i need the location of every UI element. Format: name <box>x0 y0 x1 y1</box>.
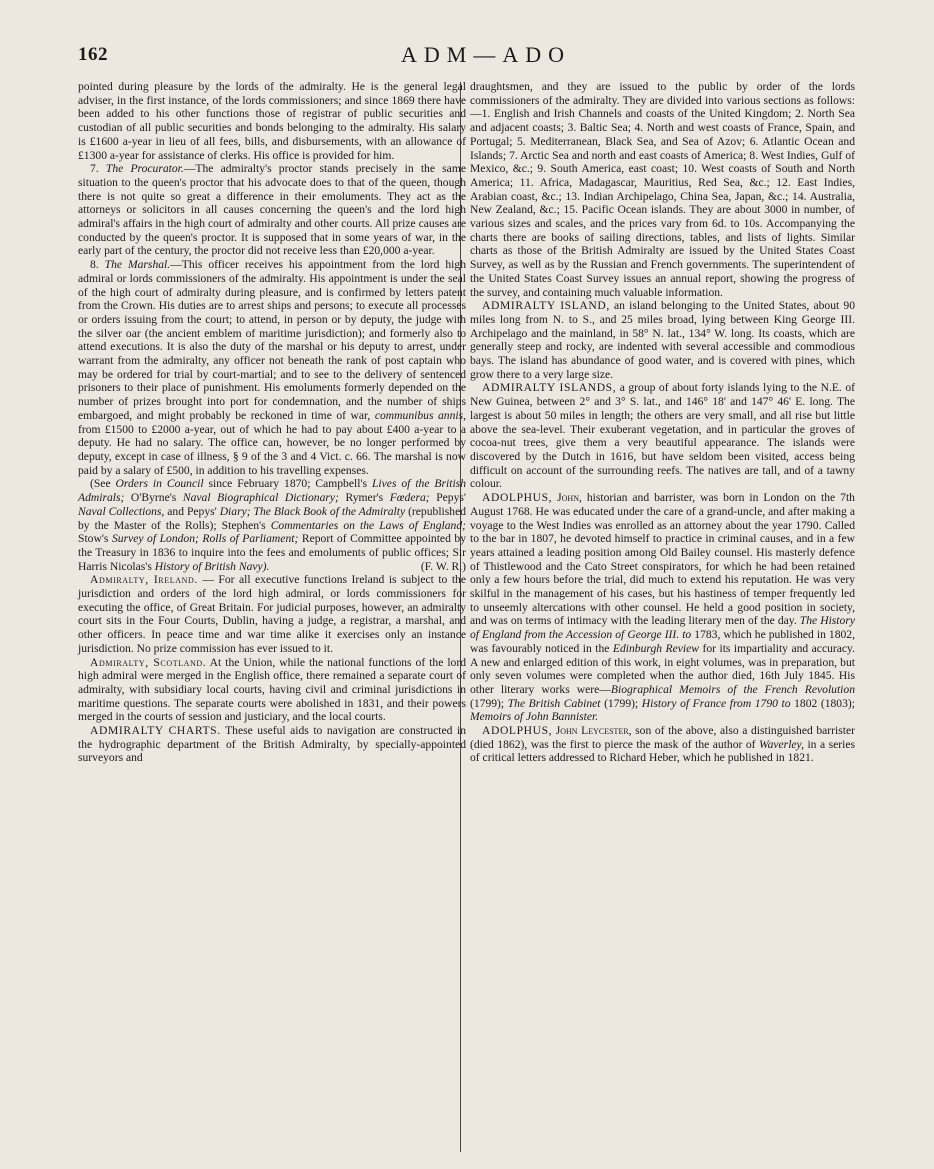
entry-heading-ireland: Admiralty, Ireland. <box>90 573 198 587</box>
entry-heading-island: ADMIRALTY ISLAND, <box>482 299 610 313</box>
entry-heading-adolphus: ADOLPHUS, <box>482 491 553 505</box>
section-title-marshal: The Marshal. <box>104 258 171 272</box>
entry-text: (1799); <box>604 696 639 710</box>
work-title: Memoirs of John Bannister. <box>470 710 599 724</box>
page-header <box>78 42 894 72</box>
paragraph-charts-continued: draughtsmen, and they are issued to the public by order of the lords commissioners of the admiralty. They are divided into various sections as follows:—1. English and Irish Channels and coasts of the United Kingdom; 2. North Sea and adjacent coasts; 3. Baltic Sea; 4. North and west coasts of France, Spain, and Portugal; 5. Mediterranean, Black Sea, and Sea of Azov; 6. Atlantic Ocean and Islands; 7. Arctic Sea and north and east coasts of America; 8. West Indies, Gulf of Mexico, &c.; 9. South America, east coast; 10. West coasts of South and North America; 11. Africa, Madagascar, Mauritius, Red Sea, &c.; 12. East Indies, Arabian coast, &c.; 13. Indian Archipelago, China Sea, Japan, &c.; 14. Australia, New Zealand, &c.; 15. Pacific Ocean islands. They are about 3000 in number, of various sizes and scales, and the prices vary from 6d. to 10s. Accompanying the charts there are books of sailing directions, tables, and lists of lights. Similar charts as those of the British Admiralty are issued by the United States Coast Survey, as well as by the Russian and French governments. The superintendent of the United States Coast Survey issues an annual report, showing the progress of the survey, and containing much valuable information. <box>470 80 855 299</box>
ref-text: Rymer's <box>345 491 384 505</box>
entry-text: 1802 (1803); <box>794 696 855 710</box>
entry-text: in a series of critical letters addressed to Richard Heber, which he published in 1821. <box>470 737 855 765</box>
work-title: Waverley, <box>759 737 804 751</box>
section-text: —The admiralty's proctor stands precisely in the same situation to the queen's proctor that his advocate does to that of the queen, though there is not quite so great a difference in their emoluments. They act as the attorneys or solicitors in all causes concerning the queen's and the lord high admiral's affairs in the high court of admiralty and other courts. All prize causes are conducted by the queen's proctor. It is supposed that in some years of war, in the early part of the century, the proctor did not receive less than £20,000 a-year. <box>78 162 466 258</box>
section-number: 8. <box>90 258 99 272</box>
ref-title: Fœdera; <box>389 491 430 505</box>
references-paragraph <box>78 477 466 573</box>
entry-admiralty-charts <box>78 724 466 765</box>
entry-adolphus-john <box>470 491 855 724</box>
entry-forename: John, <box>557 491 582 505</box>
section-title-procurator: The Procurator. <box>105 162 184 176</box>
entry-heading-scotland: Admiralty, Scotland. <box>90 655 207 669</box>
entry-text: historian and barrister, was born in London on the 7th August 1768. He was educated under the care of a grand-uncle, and after making a voyage to the West Indies was enrolled as an attorney about the year 1790. Called to the bar in 1807, he devoted himself to practice in criminal causes, and in a few years attained a leading position among Old Bailey counsel. His masterly defence of Thistlewood and the Cato Street conspirators, for which he had been retained only a few hours before the trial, did much to extend his reputation. He was very skilful in the management of his cases, but his hastiness of temper frequently led to unseemly altercations with other counsel. He held a good position in society, and was on terms of intimacy with the leading literary men of the day. <box>470 491 855 628</box>
ref-text: and Pepys' <box>167 504 217 518</box>
entry-admiralty-ireland <box>78 573 466 655</box>
section-number: 7. <box>90 162 99 176</box>
section-text: from £1500 to £2000 a-year, out of which he had to pay about £400 a-year to a deputy. He had no salary. The office can, however, be no longer performed by deputy, except in case of illness, § 9 of the 3 and 4 Vict. c. 66. The marshal is now paid by a salary of £500, in addition to his travelling expenses. <box>78 422 466 477</box>
entry-text: At the Union, while the national functions of the lord high admiral were merged in the English office, there remained a separate court of admiralty, with subsidiary local courts, having civil and criminal jurisdictions in maritime questions. The separate courts were abolished in 1831, and their powers merged in the courts of session and justiciary, and the local courts. <box>78 655 466 724</box>
entry-text: for its impartiality and accuracy. A new and enlarged edition of this work, in eight volumes, was in preparation, but only seven volumes were completed when the author died, 16th July 1845. His other literary works were— <box>470 641 855 696</box>
ref-text: O'Byrne's <box>130 491 177 505</box>
entry-admiralty-islands <box>470 381 855 491</box>
entry-heading-adolphus: ADOLPHUS, <box>482 724 553 738</box>
work-title: History of France from 1790 to <box>641 696 791 710</box>
ref-title: History of British Navy). <box>154 559 270 573</box>
ref-title: Naval Biographical Dictionary; <box>182 491 339 505</box>
ref-text: Stow's <box>78 532 109 546</box>
ref-text: Pepys' <box>436 491 466 505</box>
ref-text: (republished by the Master of the Rolls); Stephen's <box>78 504 467 532</box>
ref-title: Orders in Council <box>115 477 204 491</box>
latin-phrase: communibus annis, <box>374 408 467 422</box>
ref-text: (See <box>90 477 111 491</box>
entry-admiralty-island <box>470 299 855 381</box>
work-title: The History of England from the Accession of George III. to <box>470 614 855 642</box>
left-column <box>78 80 466 765</box>
paragraph-agent-continued: pointed during pleasure by the lords of the admiralty. He is the general legal adviser, in the first instance, of the lords commissioners; and since 1869 there have been added to his other functions those of registrar of public securities and custodian of all public securities and bonds belonging to the admiralty. His salary is £1600 a-year in lieu of all fees, bills, and disbursements, with an allowance of £1300 a-year for assistance of clerks. His office is provided for him. <box>78 80 466 162</box>
ref-text: Report of Committee appointed by the Treasury in 1836 to inquire into the fees and emoluments of public offices; Sir Harris Nicolas's <box>78 532 466 573</box>
entry-text: a group of about forty islands lying to the N.E. of New Guinea, between 2° and 3° S. lat., and 146° 18' and 147° 46' E. long. The largest is about 50 miles in length; the others are very small, and all rise but little above the sea-level. Their exuberant vegetation, and in particular the groves of cocoa-nut trees, give them a very beautiful appearance. The islands were discovered by the Dutch in 1616, but have seldom been visited, access being difficult on account of the surrounding reefs. The natives are tall, and of a tawny colour. <box>470 381 855 491</box>
entry-text: These useful aids to navigation are constructed in the hydrographic department of the British Admiralty, by specially-appointed surveyors and <box>78 724 466 765</box>
ref-title: Commentaries on the Laws of England; <box>270 518 466 532</box>
entry-heading-charts: ADMIRALTY CHARTS. <box>90 724 221 738</box>
ref-title: Diary; The Black Book of the Admiralty <box>219 504 406 518</box>
work-title: Biographical Memoirs of the French Revolution <box>610 682 855 696</box>
entry-heading-islands: ADMIRALTY ISLANDS, <box>482 381 617 395</box>
page-number: 162 <box>78 44 108 65</box>
paragraph-marshal <box>78 258 466 477</box>
section-text: —This officer receives his appointment from the lord high admiral or lords commissioners of the admiralty. His appointment is under the seal of the high court of admiralty during pleasure, and is confirmed by letters patent from the Crown. His duties are to arrest ships and persons; to execute all processes or orders issuing from the court; to attend, in person or by deputy, the judge with the silver oar (the ancient emblem of maritime jurisdiction); and formerly also to attend executions. It is also the duty of the marshal or his deputy to arrest, under warrant from the admiralty, any officer not beneath the rank of post captain who may be ordered for trial by court-martial; and to see to the delivery of sentenced prisoners to their place of punishment. His emoluments formerly depended on the number of prizes brought into port for condemnation, and the number of ships embargoed, and might probably be reckoned in time of war, <box>78 258 466 422</box>
entry-admiralty-scotland <box>78 656 466 725</box>
paragraph-procurator <box>78 162 466 258</box>
entry-text: — For all executive functions Ireland is subject to the jurisdiction and orders of the lord high admiral, or lords commissioners for executing the office, of Great Britain. For judicial purposes, however, an admiralty court sits in the Four Courts, Dublin, having a judge, a registrar, a marshal, and other officers. In peace time and war time alike it exercises only an instance jurisdiction. No prize commission has ever issued to it. <box>78 573 466 655</box>
running-head: ADM—ADO <box>401 42 571 67</box>
ref-title: Naval Collections, <box>78 504 165 518</box>
ref-text: since February 1870; Campbell's <box>208 477 368 491</box>
work-title: Edinburgh Review <box>612 641 700 655</box>
author-signature: (F. W. R.) <box>420 559 466 573</box>
entry-forename: John Leycester, <box>555 724 632 738</box>
ref-title: Lives of the British Admirals; <box>78 477 466 505</box>
entry-adolphus-john-leycester <box>470 724 855 765</box>
right-column <box>470 80 855 765</box>
entry-text: son of the above, also a distinguished barrister (died 1862), was the first to pierce the mask of the author of <box>470 724 855 751</box>
ref-title: Survey of London; Rolls of Parliament; <box>111 532 299 546</box>
entry-text: (1799); <box>470 696 505 710</box>
entry-text: 1783, which he published in 1802, was favourably noticed in the <box>470 628 856 655</box>
entry-text: an island belonging to the United States, about 90 miles long from N. to S., and 25 miles broad, lying between King George III. Archipelago and the mainland, in 58° N. lat., 134° W. long. Its coasts, which are generally steep and rocky, are indented with several accessible and commodious bays. The island has abundance of good water, and is covered with pines, which grow there to a very large size. <box>470 299 856 381</box>
work-title: The British Cabinet <box>507 696 601 710</box>
